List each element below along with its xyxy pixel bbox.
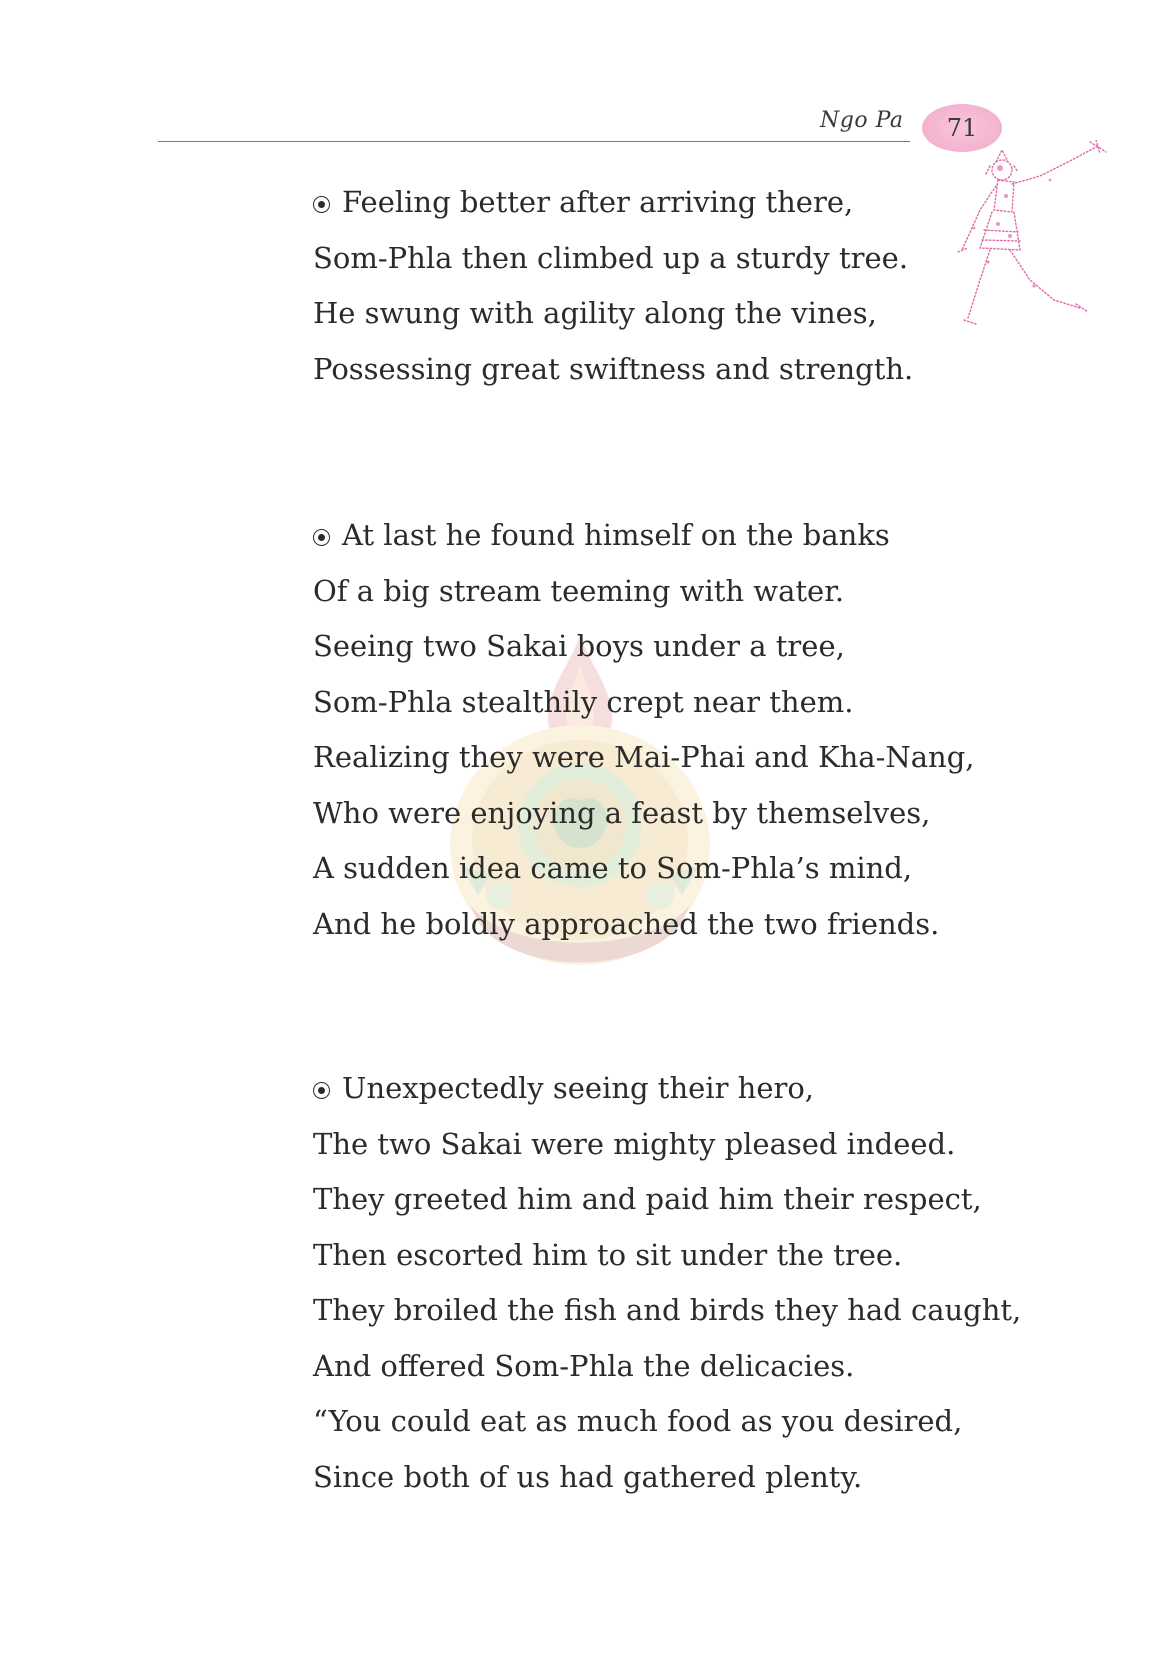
stanza-1 bbox=[313, 175, 1013, 397]
verse-line: Unexpectedly seeing their hero, bbox=[313, 1061, 1013, 1117]
verse-line: “You could eat as much food as you desired, bbox=[313, 1404, 963, 1438]
running-head: Ngo Pa bbox=[820, 108, 904, 133]
header-rule bbox=[158, 141, 910, 142]
verse-line: Since both of us had gathered plenty. bbox=[313, 1459, 863, 1494]
verse-line: He swung with agility along the vines, bbox=[313, 296, 877, 330]
verse-line: Som-Phla then climbed up a sturdy tree. bbox=[313, 240, 909, 275]
verse-line: And he boldly approached the two friends. bbox=[313, 906, 940, 941]
verse-line: Realizing they were Mai-Phai and Kha-Nang, bbox=[313, 740, 975, 774]
stanza-bullet-icon bbox=[313, 196, 330, 213]
verse-line: Of a big stream teeming with water. bbox=[313, 573, 845, 608]
verse-line: The two Sakai were mighty pleased indeed. bbox=[313, 1126, 956, 1161]
verse-line: They broiled the fish and birds they had caught, bbox=[313, 1293, 1022, 1327]
page-number: 71 bbox=[946, 114, 978, 142]
stanza-bullet-icon bbox=[313, 529, 330, 546]
verse-line: Who were enjoying a feast by themselves, bbox=[313, 795, 931, 830]
verse-line: A sudden idea came to Som-Phla’s mind, bbox=[313, 851, 913, 885]
stanza-bullet-icon bbox=[313, 1082, 330, 1099]
stanza-3 bbox=[313, 1061, 1022, 1505]
verse-line: At last he found himself on the banks bbox=[313, 508, 1013, 564]
stanza-2 bbox=[313, 508, 1013, 952]
verse-line: Seeing two Sakai boys under a tree, bbox=[313, 629, 845, 663]
verse-line: Possessing great swiftness and strength. bbox=[313, 351, 914, 386]
verse-line: Then escorted him to sit under the tree. bbox=[313, 1237, 903, 1272]
verse-line: Som-Phla stealthily crept near them. bbox=[313, 684, 854, 719]
verse-line: And offered Som-Phla the delicacies. bbox=[313, 1348, 855, 1383]
verse-line: Feeling better after arriving there, bbox=[313, 175, 1013, 231]
verse-line: They greeted him and paid him their respect, bbox=[313, 1182, 982, 1216]
